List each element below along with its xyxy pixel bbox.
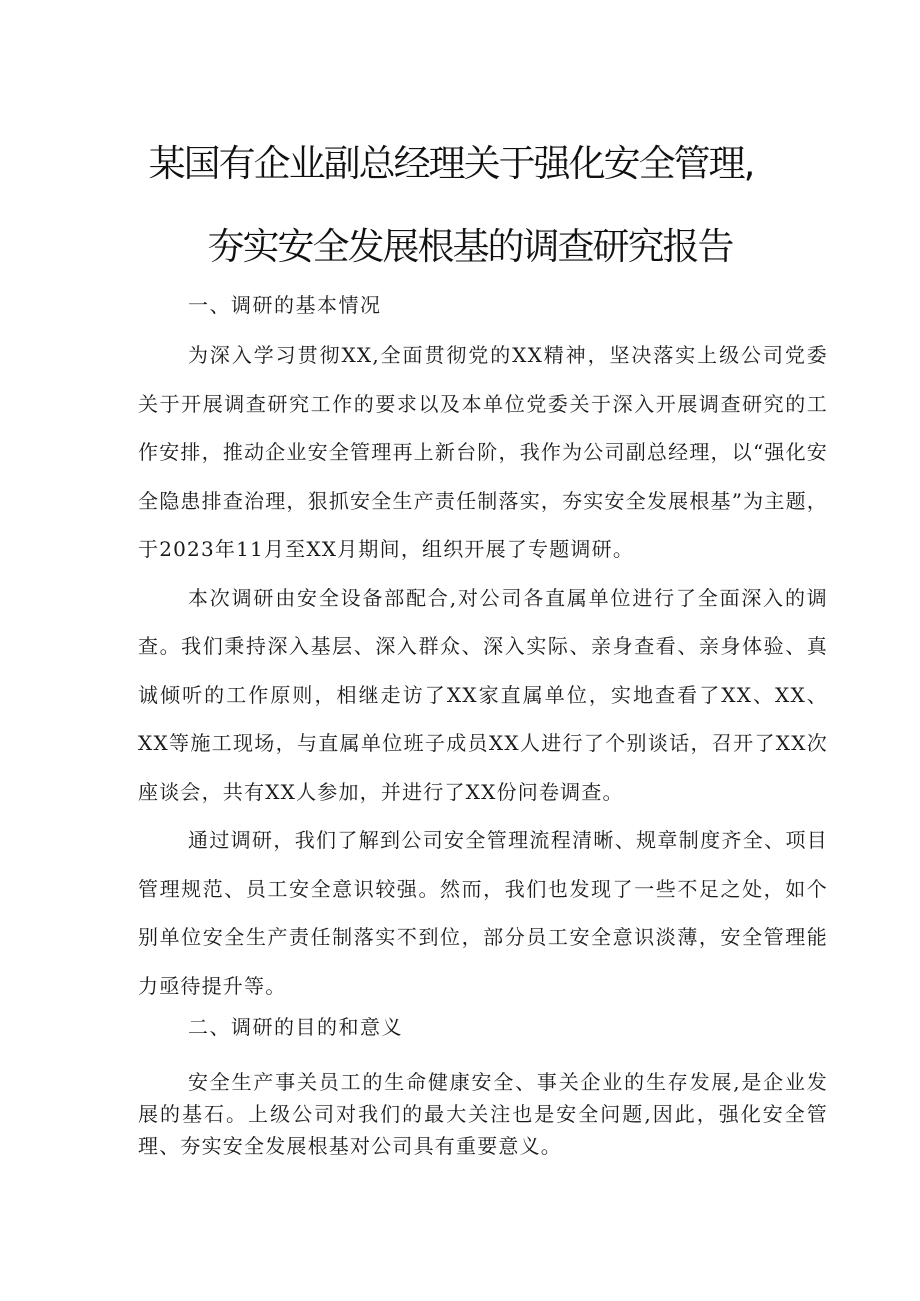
section2-heading: 二、调研的目的和意义 <box>188 1015 403 1039</box>
section2-paragraph-1: 安全生产事关员工的生命健康安全、事关企业的生存发展,是企业发展的基石。上级公司对我们的最大关注也是安全问题,因此，强化安全管理、夯实安全发展根基对公司具有重要意义。 <box>138 1070 828 1158</box>
section1-heading: 一、调研的基本情况 <box>188 293 382 317</box>
section2-body <box>138 1066 828 1162</box>
section1-paragraph-2: 本次调研由安全设备部配合,对公司各直属单位进行了全面深入的调查。我们秉持深入基层、深入群众、深入实际、亲身查看、亲身体验、真诚倾听的工作原则，相继走访了XX家直属单位，实地查看了XX、XX、XX等施工现场，与直属单位班子成员XX人进行了个别谈话，召开了XX次座谈会，共有XX人参加，并进行了XX份问卷调查。 <box>138 585 828 804</box>
document-title-line1: 某国有企业副总经理关于强化安全管理, <box>148 142 754 185</box>
section1-body <box>138 331 828 1010</box>
section1-paragraph-1: 为深入学习贯彻XX,全面贯彻党的XX精神，坚决落实上级公司党委关于开展调查研究工作的要求以及本单位党委关于深入开展调查研究的工作安排，推动企业安全管理再上新台阶，我作为公司副总经理，以“强化安全隐患排查治理，狠抓安全生产责任制落实，夯实安全发展根基”为主题，于2023年11月至XX月期间，组织开展了专题调研。 <box>138 343 828 561</box>
section1-paragraph-3: 通过调研，我们了解到公司安全管理流程清晰、规章制度齐全、项目管理规范、员工安全意识较强。然而，我们也发现了一些不足之处，如个别单位安全生产责任制落实不到位，部分员工安全意识淡薄，安全管理能力亟待提升等。 <box>138 828 828 998</box>
document-title-line2: 夯实安全发展根基的调查研究报告 <box>207 225 733 268</box>
